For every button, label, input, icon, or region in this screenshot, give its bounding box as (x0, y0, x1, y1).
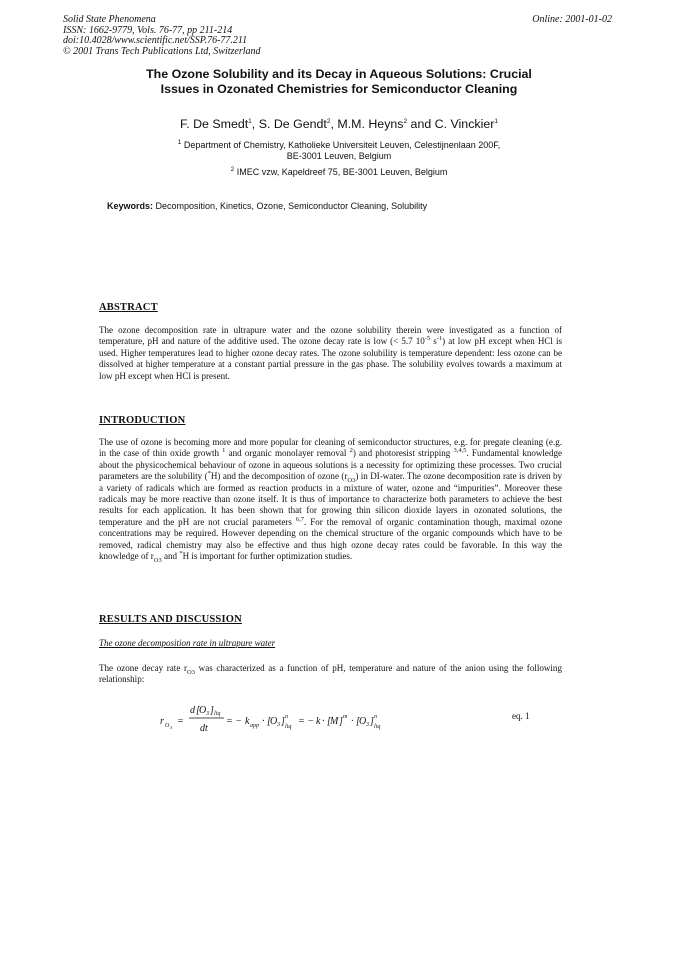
author-affiliation-mark: 2 (326, 117, 331, 125)
svg-text:]: ] (281, 716, 285, 727)
citation: 6,7 (295, 515, 304, 523)
affiliation-2 (40, 167, 638, 178)
citation: 3,4,5 (453, 447, 467, 455)
svg-text:k: k (316, 716, 321, 727)
introduction-heading: INTRODUCTION (99, 415, 186, 426)
affiliation-text: BE-3001 Leuven, Belgium (286, 151, 392, 161)
affiliation-number: 1 (177, 139, 182, 146)
keywords (107, 201, 427, 211)
citation: 2 (349, 447, 353, 455)
svg-text:]: ] (370, 716, 374, 727)
svg-text:O: O (359, 716, 367, 727)
svg-text:n: n (374, 714, 377, 720)
equation-label: eq. 1 (512, 711, 530, 721)
abstract-paragraph: The ozone decomposition rate in ultrapure water and the ozone solubility therein were investigated as a function of temperature, pH and nature of the additive used. The ozone decay rate is low (< 5.7 $10^{-5}$ $s^{-1}$) at low pH except when HCl is used. Higher temperatures lead to higher ozone decay rates. The ozone solubility is temperature dependent: less ozone can be dissolved at higher temperature at a constant partial pressure in the gas phase. The solubility evolves towards a maximum at low pH except when HCl is present. (99, 325, 562, 381)
paper-title (40, 67, 638, 96)
svg-text:·: · (262, 716, 265, 727)
author-name: M.M. Heyns (337, 117, 404, 131)
svg-text:m: m (343, 714, 348, 720)
svg-text:·: · (322, 716, 325, 727)
author-list (40, 117, 638, 131)
svg-text:= −: = − (226, 716, 242, 727)
svg-text:dt: dt (200, 723, 208, 734)
keywords-label: Keywords: (107, 201, 154, 211)
author-affiliation-mark: 1 (248, 117, 252, 125)
svg-text:M: M (330, 716, 339, 727)
author-and: and (407, 117, 435, 131)
results-subheading: The ozone decomposition rate in ultrapure water (99, 638, 276, 648)
issn-line: ISSN: 1662-9779, Vols. 76-77, pp 211-214 (63, 24, 233, 36)
svg-text:[: [ (267, 716, 271, 727)
svg-text:O: O (270, 716, 278, 727)
author-separator: , (251, 117, 259, 131)
svg-text:=: = (177, 716, 184, 727)
svg-text:3: 3 (206, 711, 209, 717)
affiliation-text: Department of Chemistry, Katholieke Universiteit Leuven, Celestijnenlaan 200F, (181, 140, 501, 150)
rate-equation (160, 700, 460, 740)
author-name: S. De Gendt (258, 117, 327, 131)
svg-text:k: k (245, 716, 250, 727)
keywords-text: Decomposition, Kinetics, Ozone, Semiconductor Cleaning, Solubility (153, 201, 428, 211)
introduction-paragraph: The use of ozone is becoming more and more popular for cleaning of semiconductor structures, e.g. for pregate cleaning (e.g. in the case of thin oxide growth $^1$ and organic monolayer removal $^2$) and photoresist stripping $^{3,4,5}$. Fundamental knowledge about the physicochemical behaviour of ozone in aqueous solutions is a necessity for optimizing these processes. Two crucial parameters are the solubility (*H) and the decomposition of ozone $(r_{O3})$ in DI-water. The ozone decomposition rate is driven by a variety of radicals which are formed as reaction products in a mixture of water, ozone and “impurities”. Moreover these radicals may be more reactive than ozone itself. It is thus of importance to characterize both parameters to achieve the best results for each application. It has been shown that for growing thin silicon dioxide layers in ozonated solutions, the temperature and the pH are not crucial parameters $^{6,7}$. For the removal of organic contamination though, maximal ozone concentrations may be required. However depending on the chemical structure of the organic compounds which have to be removed, radical chemistry may also be effective and thus high ozone decay rates could be favorable. In this way the knowledge of $r_{O3}$ and *H is important for further optimization studies. (99, 437, 563, 564)
results-paragraph: The ozone decay rate $r_{O3}$ was characterized as a function of pH, temperature and nature of the anion using the following relationship: (99, 663, 562, 685)
title-line-1: The Ozone Solubility and its Decay in Aqueous Solutions: Crucial (146, 67, 532, 81)
svg-text:]: ] (339, 716, 343, 727)
svg-text:·: · (351, 716, 354, 727)
affiliation-number: 2 (230, 166, 235, 173)
svg-text:]: ] (210, 705, 214, 716)
svg-text:liq: liq (285, 724, 292, 730)
author-name: F. De Smedt (180, 117, 249, 131)
affiliation-1 (40, 140, 638, 162)
svg-text:app: app (250, 723, 259, 729)
svg-text:O: O (165, 723, 170, 729)
copyright-line: © 2001 Trans Tech Publications Ltd, Switzerland (63, 45, 261, 57)
title-line-2: Issues in Ozonated Chemistries for Semiconductor Cleaning (160, 81, 518, 96)
svg-text:[: [ (327, 716, 331, 727)
svg-text:n: n (285, 714, 288, 720)
svg-text:3: 3 (366, 722, 369, 728)
results-heading: RESULTS AND DISCUSSION (99, 614, 242, 625)
svg-text:liq: liq (374, 724, 381, 730)
journal-name: Solid State Phenomena (63, 14, 156, 25)
svg-text:liq: liq (214, 711, 221, 717)
online-date: Online: 2001-01-02 (532, 14, 612, 25)
author-name: C. Vinckier (434, 117, 495, 131)
svg-text:[: [ (196, 705, 200, 716)
svg-text:3: 3 (277, 722, 280, 728)
doi-line: doi:10.4028/www.scientific.net/SSP.76-77.211 (63, 35, 248, 47)
citation: 1 (222, 447, 226, 455)
svg-text:O: O (199, 705, 207, 716)
affiliation-text: IMEC vzw, Kapeldreef 75, BE-3001 Leuven, Belgium (234, 167, 448, 177)
svg-text:3: 3 (170, 725, 173, 730)
author-separator: , (330, 117, 338, 131)
abstract-heading: ABSTRACT (99, 302, 158, 313)
author-affiliation-mark: 2 (403, 117, 408, 125)
svg-text:d: d (190, 705, 195, 716)
svg-text:r: r (160, 716, 164, 727)
svg-text:= −: = − (298, 716, 314, 727)
author-affiliation-mark: 1 (494, 117, 498, 125)
svg-text:[: [ (356, 716, 360, 727)
journal-header (63, 15, 261, 57)
